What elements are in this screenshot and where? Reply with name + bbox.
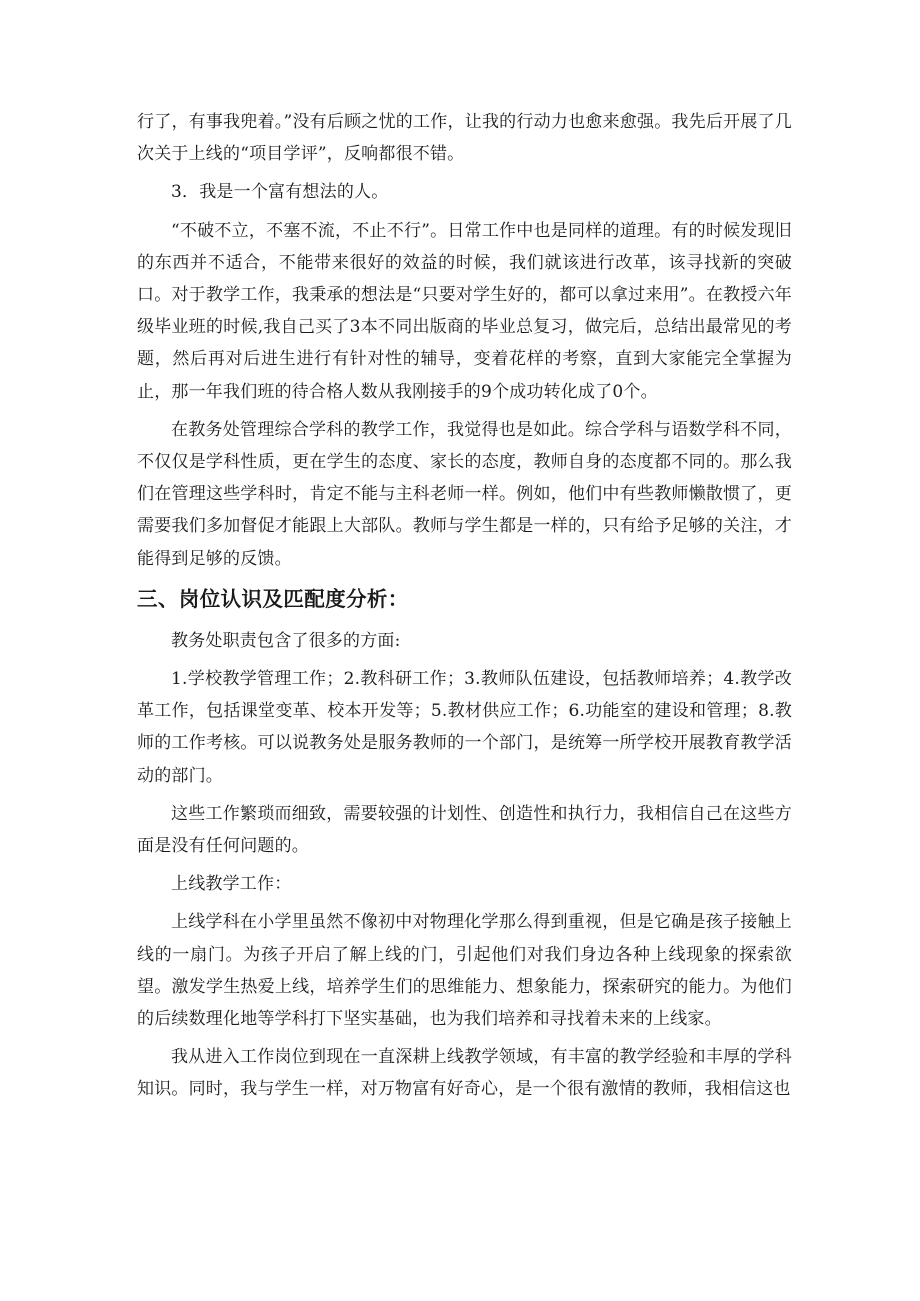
- paragraph-duties-intro: 教务处职责包含了很多的方面:: [171, 630, 401, 651]
- paragraph-point-3: 3．我是一个富有想法的人。: [171, 182, 389, 203]
- paragraph-comprehensive-subjects: 在教务处管理综合学科的教学工作，我觉得也是如此。综合学科与语数学科不同，不仅仅是学科性质，更在学生的态度、家长的态度，教师自身的态度都不同的。那么我们在管理这些学科时，肯定不能与主科老师一样。例如，他们中有些教师懒散惯了，更需要我们多加督促才能跟上大部队。教师与学生都是一样的，只有给予足够的关注，才能得到足够的反馈。: [137, 419, 792, 569]
- paragraph-experience: 我从进入工作岗位到现在一直深耕上线教学领域，有丰富的教学经验和丰厚的学科知识。同时，我与学生一样，对万物富有好奇心，是一个很有激情的教师，我相信这也: [137, 1047, 792, 1100]
- paragraph-teaching-label: 上线教学工作：: [171, 874, 292, 895]
- paragraph-duties-confidence: 这些工作繁琐而细致，需要较强的计划性、创造性和执行力，我相信自己在这些方面是没有任何问题的。: [137, 803, 792, 857]
- paragraph-reform-idea: “不破不立，不塞不流，不止不行”。日常工作中也是同样的道理。有的时候发现旧的东西并不适合，不能带来很好的效益的时候，我们就该进行改革，该寻找新的突破口。对于教学工作，我秉承的想法是“只要对学生好的，都可以拿过来用”。在教授六年级毕业班的时候,我自己买了3本不同出版商的毕业总复习，做完后，总结出最常见的考题，然后再对后进生进行有针对性的辅导，变着花样的考察，直到大家能完全掌握为止，那一年我们班的待合格人数从我刚接手的9个成功转化成了0个。: [137, 220, 792, 402]
- paragraph-duties-list: 1.学校教学管理工作；2.教科研工作；3.教师队伍建设，包括教师培养；4.教学改革工作，包括课堂变革、校本开发等；5.教材供应工作；6.功能室的建设和管理；8.教师的工作考核。可以说教务处是服务教师的一个部门，是统筹一所学校开展教育教学活动的部门。: [137, 669, 792, 786]
- paragraph-continuation: 行了，有事我兜着。”没有后顾之忧的工作，让我的行动力也愈来愈强。我先后开展了几次关于上线的“项目学评”，反响都很不错。: [137, 112, 792, 165]
- document-page: [137, 106, 792, 1112]
- paragraph-teaching-subject: 上线学科在小学里虽然不像初中对物理化学那么得到重视，但是它确是孩子接触上线的一扇门。为孩子开启了解上线的门，引起他们对我们身边各种上线现象的探索欲望。激发学生热爱上线，培养学生们的思维能力、想象能力，探索研究的能力。为他们的后续数理化地等学科打下坚实基础，也为我们培养和寻找着未来的上线家。: [137, 912, 792, 1030]
- section-heading: 三、岗位认识及匹配度分析：: [137, 586, 409, 611]
